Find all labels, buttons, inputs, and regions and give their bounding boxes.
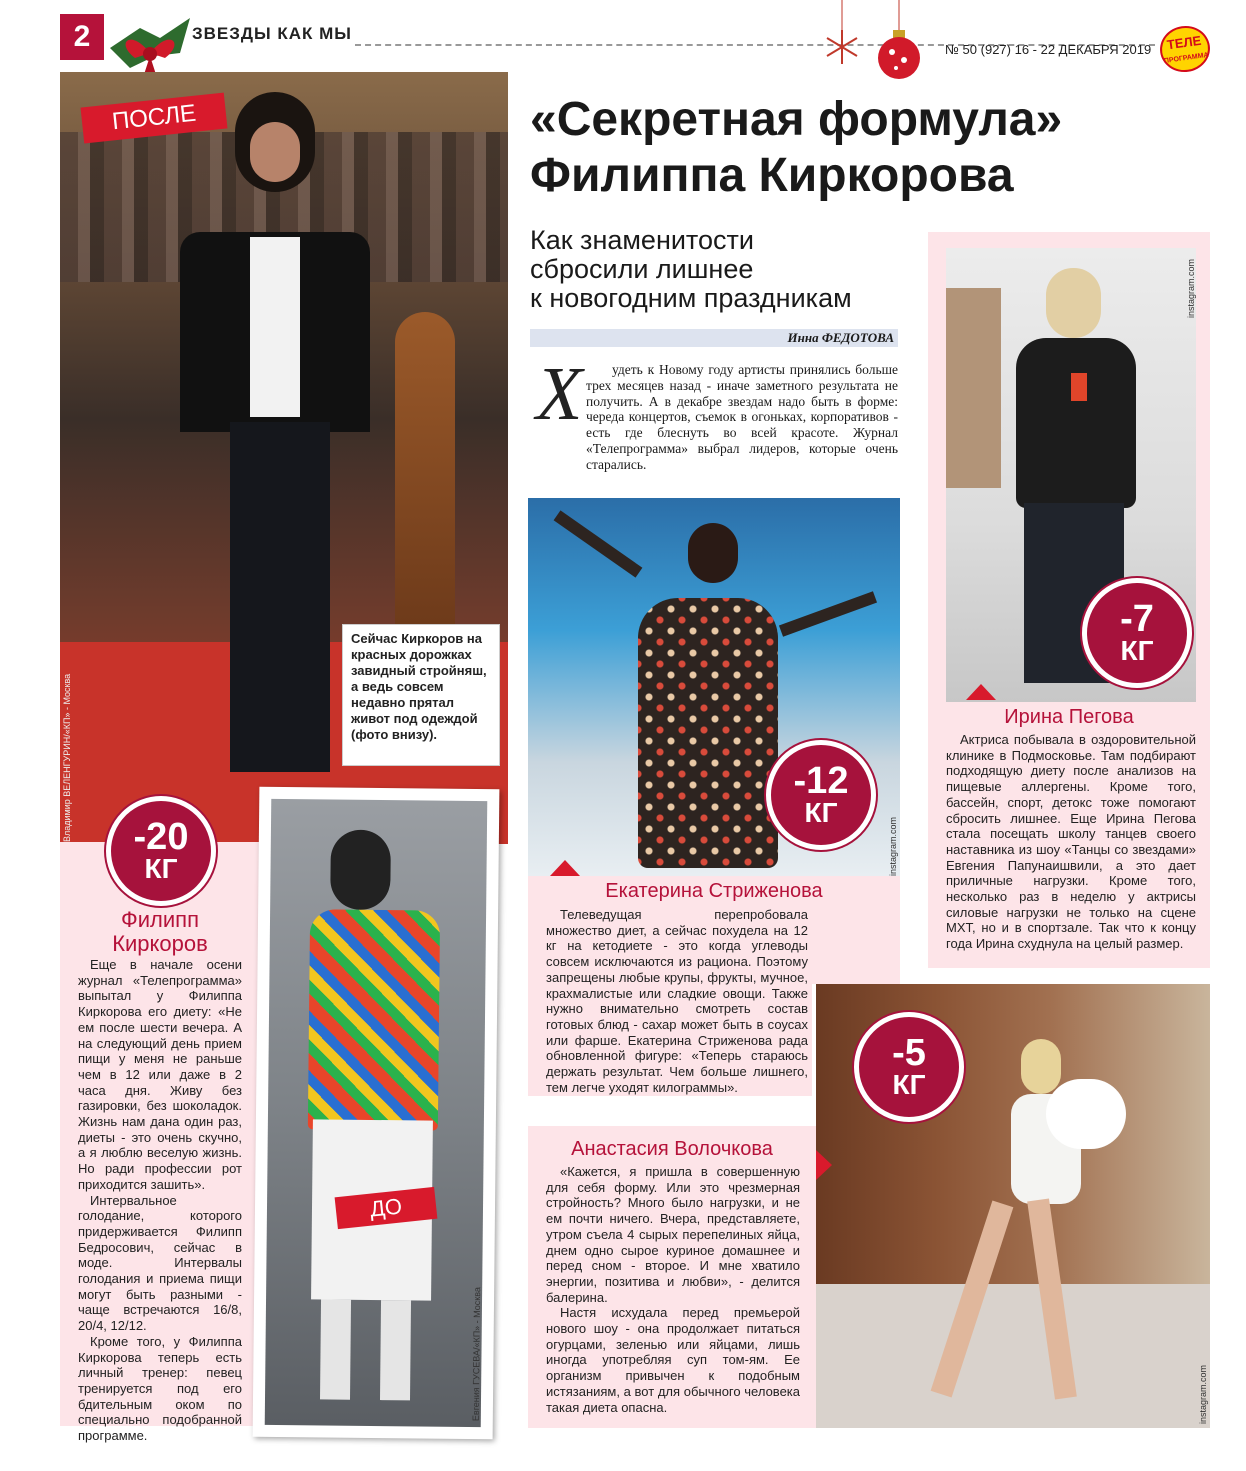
strizhenova-name: Екатерина Стриженова [605,880,823,902]
dropcap: Х [536,352,583,436]
loss-unit: КГ [804,797,838,828]
article-lead: удеть к Новому году артисты принялись больше трех месяцев назад - иначе заметного результата не получить. А в декабре звездам надо быть в форме: череда концертов, съемок в огоньках, корпоративов - есть где блеснуть во всей красоте. Журнал «Телепрограмма» выбрал лидеров, которые очень старались. [586,362,898,472]
weight-loss-badge [106,796,216,906]
snowflake-ornament-icon [822,0,862,72]
pointer-triangle [550,860,580,876]
pointer-triangle [816,1150,832,1180]
loss-unit: КГ [144,853,178,884]
title-line: «Секретная формула» [530,93,1063,146]
photo-credit: instagram.com [888,816,898,876]
logo-subtext: ПРОГРАММА [1163,51,1210,65]
paragraph: Еще в начале осени журнал «Телепрограмма» выпытал у Филиппа Киркорова его диету: «Не ем после шести вечера. А на следующий день прием пищи у меня не раньше чем в 12 или даже в 2 часа дня. Живу без газировки, без шоколадок. Жизнь нам дана один раз, диеты - это очень скучно, а я люблю веселую жизнь. Но ради профессии рот приходится зашить». [78,957,242,1192]
volochkova-text [546,1164,800,1415]
article-subtitle [530,226,852,313]
paragraph: Интервальное голодание, которого придерживается Филипп Бедросович, сейчас в моде. Интервалы голодания и приема пищи могут быть разными - чаще встречаются 16/8, 20/4, 12/12. [78,1192,242,1334]
photo-credit: Владимир ВЕЛЕНГУРИН/«КП» - Москва [62,673,72,842]
loss-value: -12 [793,760,849,802]
kirkorov-text [78,957,242,1444]
photo-credit: instagram.com [1198,1364,1208,1424]
before-tag: ДО [335,1187,438,1229]
author: Инна ФЕДОТОВА [787,330,894,345]
strizhenova-text: Телеведущая перепробовала множество диет, а сейчас похудела на 12 кг на кетодиете - это когда углеводы совсем исключаются из рациона. Поэтому запрещены любые крупы, фрукты, мучное, крахмалистые или сладкие овощи. Также нужно внимательно смотреть состав готовых блюд - сахар может быть в соусах или фарше. Екатерина Стриженова рада обновленной фигуре: «Теперь стараюсь держать результат. Чем больше лишнего, тем легче уходят килограммы». [546,907,808,1095]
paragraph: Настя исхудала перед премьерой нового шоу - она продолжает питаться огурцами, зеленью или яйцами, лишь иногда употребляя суп том-ям. Ее организм привычен к подобным истязаниям, а вот для обычного человека такая диета опасна. [546,1305,800,1415]
loss-unit: КГ [892,1069,926,1100]
kirkorov-name [60,908,260,956]
section-title: ЗВЕЗДЫ КАК МЫ [192,24,352,43]
name-line: Киркоров [112,931,208,956]
paragraph: «Кажется, я пришла в совершенную для себя форму. Или это чрезмерная стройность? Много было нагрузки, и не ем почти ничего. Вчера, представляете, утром съела 4 сырых перепелиных яйца, днем одно сырое куриное домашнее и перед сном - второе. И мне хватило энергии, позитива и любви», - делится балерина. [546,1164,800,1305]
pegova-name: Ирина Пегова [1004,706,1134,728]
volochkova-name: Анастасия Волочкова [571,1138,773,1160]
subtitle-line: Как знаменитости [530,225,754,255]
photo-credit: Евгения ГУСЕВА/«КП» - Москва [470,1287,483,1422]
christmas-ball-icon [874,0,924,84]
kirkorov-before-photo [265,799,488,1427]
issue-info: № 50 (927) 16 - 22 ДЕКАБРЯ 2019 [945,42,1152,57]
weight-loss-badge [766,740,876,850]
name-line: Филипп [121,907,199,932]
article-title [530,92,1062,204]
subtitle-line: сбросили лишнее [530,254,754,284]
after-tag: ПОСЛЕ [81,93,228,144]
pointer-triangle [966,684,996,700]
magazine-logo [1157,23,1213,76]
before-photo-frame [253,787,500,1439]
loss-value: -20 [133,816,189,858]
title-line: Филиппа Киркорова [530,149,1014,202]
logo-text: ТЕЛЕ [1166,32,1203,53]
kirkorov-caption: Сейчас Киркоров на красных дорожках завидный стройняш, а ведь совсем недавно прятал живот под одеждой (фото внизу). [342,624,500,766]
weight-loss-badge [1082,578,1192,688]
pegova-text: Актриса побывала в оздоровительной клинике в Подмосковье. Там подбирают подходящую диету после анализов на пищевые аллергены. Кроме того, бассейн, спорт, детокс тоже помогают сбросить лишнее. Еще Ирина Пегова стала посещать школу танцев своего наставника из шоу «Танцы со звездами» Евгения Папунаишвили, а это дает приличные нагрузки. Кроме того, несколько раз в неделю у актрисы силовые нагрузки не только на сцене МХТ, но и в спортзале. Так что к концу года Ирина схуднула на целый размер. [946,732,1196,952]
loss-value: -7 [1120,598,1154,640]
weight-loss-badge [854,1012,964,1122]
photo-credit: instagram.com [1186,258,1196,318]
paragraph: Кроме того, у Филиппа Киркорова теперь есть личный тренер: певец тренируется под его бдительным оком по специально подобранной программе. [78,1333,242,1444]
loss-value: -5 [892,1032,926,1074]
page-number: 2 [60,14,104,60]
subtitle-line: к новогодним праздникам [530,283,852,313]
author-bar [530,329,898,347]
loss-unit: КГ [1120,635,1154,666]
